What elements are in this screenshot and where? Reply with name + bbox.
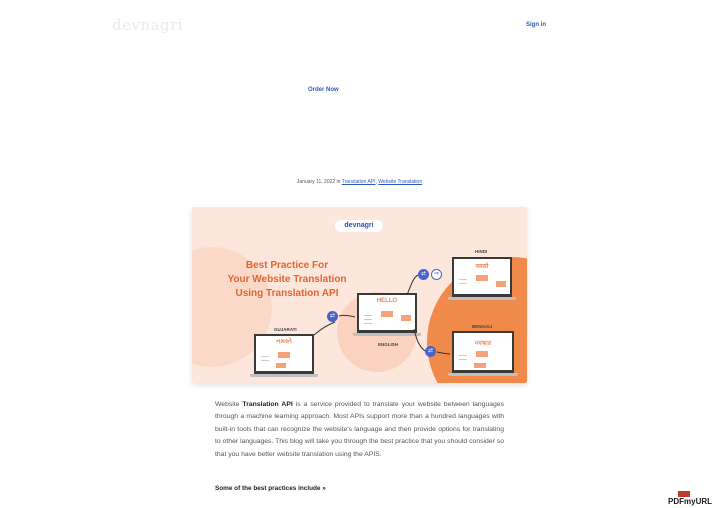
best-practices-link[interactable]: Some of the best practices include » [215, 485, 326, 492]
hero-banner-image [192, 207, 527, 383]
laptop-word: नमस्ते [475, 264, 489, 270]
hero-logo: devnagri [335, 220, 383, 232]
category-separator: , [375, 179, 379, 185]
article-bold-term: Translation API [242, 401, 293, 408]
post-meta-in: in [335, 179, 342, 185]
translate-icon: ⇄ [327, 311, 338, 322]
translate-icon: ⇄ [425, 346, 436, 357]
pdfmyurl-watermark [668, 497, 712, 506]
hero-title-line: Best Practice For [245, 260, 329, 271]
laptop-label-gujarati: GUJARATI [274, 327, 297, 332]
laptop-label-hindi: HINDI [475, 249, 488, 254]
connector-arrows [192, 207, 527, 383]
watermark-text: PDFmyURL [668, 497, 713, 506]
translate-icon: ⇄ [418, 269, 429, 280]
laptop-word: নমস্কার [474, 341, 492, 347]
post-date: January 11, 2022 [296, 179, 336, 185]
laptop-word: નમસ્તે [276, 339, 292, 345]
hero-title-line: Using Translation API [235, 288, 339, 299]
pdf-badge-icon [678, 491, 690, 497]
laptop-word: HELLO [376, 298, 398, 304]
category-link-translation-api[interactable]: Translation API [341, 179, 376, 185]
laptop-label-bengali: BENGALI [472, 324, 493, 329]
hero-title-line: Your Website Translation [227, 274, 347, 285]
article-body: is a service provided to translate your website between languages through a machine learning approach. Most APIs support more than a hundred languages with built-in tools that can recognize the website's language and then provide options for translating to other languages. This blog will take you through the best practice that you should consider so that you have better website translation using the APIS. [215, 401, 504, 458]
post-meta [0, 179, 719, 185]
order-now-link[interactable]: Order Now [308, 87, 339, 93]
article-intro [215, 399, 504, 461]
arrow-right-icon: ⇒ [431, 269, 442, 280]
category-link-website-translation[interactable]: Website Translation [378, 179, 423, 185]
laptop-label-english: ENGLISH [378, 342, 399, 347]
article-lead-word: Website [215, 401, 243, 408]
sign-in-link[interactable]: Sign in [526, 22, 546, 28]
site-logo[interactable]: devnagri [112, 16, 184, 34]
